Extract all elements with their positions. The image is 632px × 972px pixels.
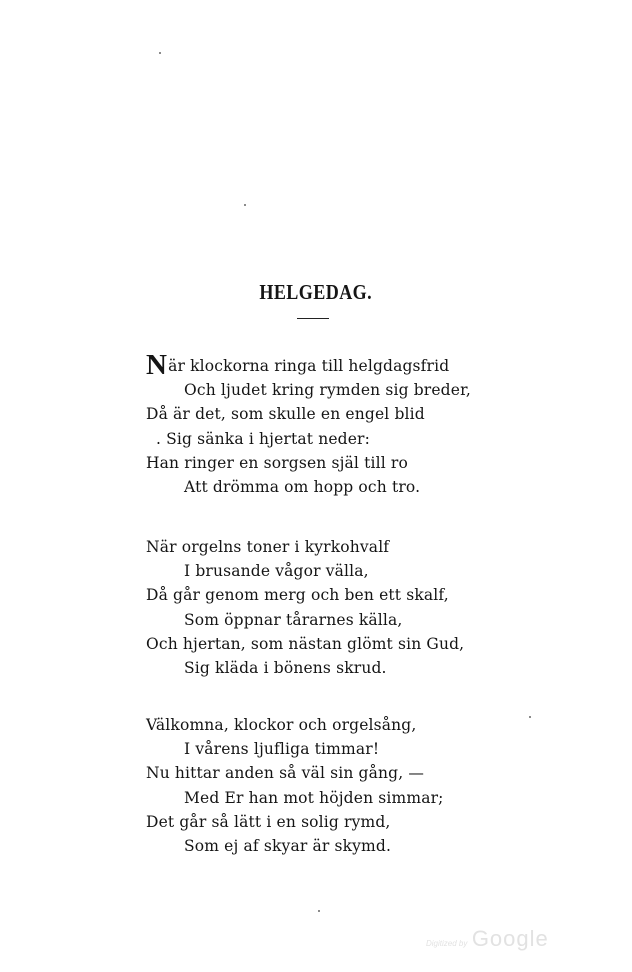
verse-line: Och hjertan, som nästan glömt sin Gud, <box>146 634 465 653</box>
stanza-1 <box>146 349 486 499</box>
verse-line: I vårens ljufliga timmar! <box>184 740 380 759</box>
verse-line: Som ej af skyar är skymd. <box>184 836 392 855</box>
verse-line: När orgelns toner i kyrkohvalf <box>146 538 390 556</box>
stanza-2 <box>146 535 486 680</box>
verse-line: Som öppnar tårarnes källa, <box>184 610 403 629</box>
verse-line: I brusande vågor välla, <box>184 562 369 581</box>
stanza-3 <box>146 713 486 858</box>
watermark-prefix: Digitized by <box>426 939 468 948</box>
verse-line: Sig kläda i bönens skrud. <box>184 658 387 677</box>
verse-line: Det går så lätt i en solig rymd, <box>146 812 391 831</box>
print-speck <box>159 52 161 54</box>
verse-line: Då går genom merg och ben ett skalf, <box>146 586 449 605</box>
print-speck <box>318 910 320 912</box>
digitization-watermark <box>426 926 549 952</box>
drop-cap: N <box>146 349 168 381</box>
verse-line: Med Er han mot höjden simmar; <box>184 788 444 807</box>
verse-line-text: är klockorna ringa till helgdagsfrid <box>168 357 450 375</box>
verse-line: Och ljudet kring rymden sig breder, <box>184 381 471 400</box>
print-speck <box>529 716 531 718</box>
verse-line: Han ringer en sorgsen själ till ro <box>146 453 408 472</box>
verse-line: . Sig sänka i hjertat neder: <box>156 429 370 448</box>
verse-line <box>146 349 486 381</box>
title-divider <box>297 318 329 319</box>
verse-line: Att drömma om hopp och tro. <box>184 477 421 496</box>
verse-line: Nu hittar anden så väl sin gång, — <box>146 764 425 783</box>
verse-line: Välkomna, klockor och orgelsång, <box>146 716 417 734</box>
print-speck <box>244 204 246 206</box>
poem-title: HELGEDAG. <box>259 280 373 304</box>
watermark-brand: Google <box>471 926 549 951</box>
verse-line: Då är det, som skulle en engel blid <box>146 405 425 424</box>
